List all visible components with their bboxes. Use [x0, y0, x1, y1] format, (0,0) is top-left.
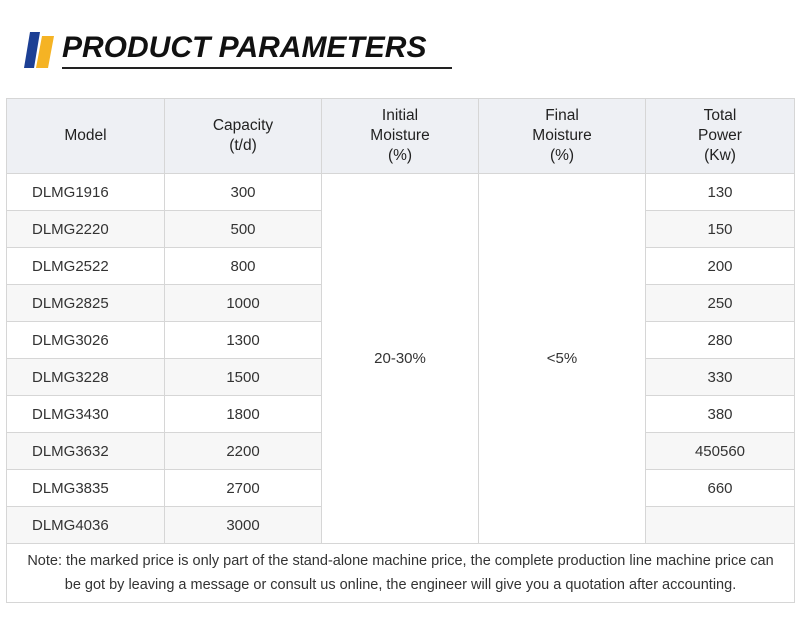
- power-cell: 450560: [646, 433, 795, 470]
- power-cell: 150: [646, 211, 795, 248]
- page-header: [24, 28, 464, 72]
- model-cell: DLMG1916: [7, 174, 165, 211]
- page-title: PRODUCT PARAMETERS: [62, 31, 427, 64]
- model-cell: DLMG3835: [7, 470, 165, 507]
- power-cell: 250: [646, 285, 795, 322]
- capacity-cell: 300: [165, 174, 322, 211]
- model-cell: DLMG3430: [7, 396, 165, 433]
- initial-moisture-cell: 20-30%: [322, 174, 479, 544]
- model-cell: DLMG2220: [7, 211, 165, 248]
- capacity-cell: 1300: [165, 322, 322, 359]
- power-cell: 280: [646, 322, 795, 359]
- table-row: [7, 174, 795, 211]
- capacity-cell: 2200: [165, 433, 322, 470]
- column-header-total-power: Total Power (Kw): [646, 99, 795, 174]
- stripes-logo-icon: [24, 30, 58, 70]
- capacity-cell: 500: [165, 211, 322, 248]
- note-row: [7, 544, 795, 603]
- power-cell: 380: [646, 396, 795, 433]
- model-cell: DLMG3632: [7, 433, 165, 470]
- power-cell: 130: [646, 174, 795, 211]
- power-cell: 660: [646, 470, 795, 507]
- model-cell: DLMG3026: [7, 322, 165, 359]
- title-underline: [62, 67, 452, 69]
- capacity-cell: 1000: [165, 285, 322, 322]
- capacity-cell: 800: [165, 248, 322, 285]
- product-parameters-table: [6, 98, 795, 603]
- table-header-row: [7, 99, 795, 174]
- price-note: Note: the marked price is only part of the stand-alone machine price, the complete production line machine price can be got by leaving a message or consult us online, the engineer will give you a quotation after accounting.: [7, 544, 795, 603]
- power-cell: 200: [646, 248, 795, 285]
- capacity-cell: 2700: [165, 470, 322, 507]
- capacity-cell: 1800: [165, 396, 322, 433]
- model-cell: DLMG4036: [7, 507, 165, 544]
- column-header-initial-moisture: Initial Moisture (%): [322, 99, 479, 174]
- column-header-model: Model: [7, 99, 165, 174]
- capacity-cell: 1500: [165, 359, 322, 396]
- final-moisture-cell: <5%: [479, 174, 646, 544]
- column-header-capacity: Capacity (t/d): [165, 99, 322, 174]
- power-cell: [646, 507, 795, 544]
- model-cell: DLMG2522: [7, 248, 165, 285]
- capacity-cell: 3000: [165, 507, 322, 544]
- column-header-final-moisture: Final Moisture (%): [479, 99, 646, 174]
- model-cell: DLMG3228: [7, 359, 165, 396]
- model-cell: DLMG2825: [7, 285, 165, 322]
- power-cell: 330: [646, 359, 795, 396]
